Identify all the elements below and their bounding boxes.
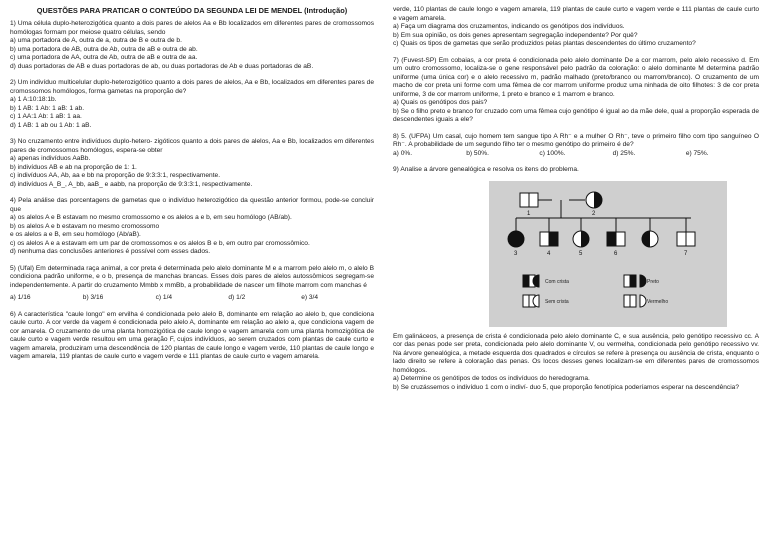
answer-option: a) 1/16	[10, 294, 31, 301]
answer-option: d) nenhuma das conclusões anteriores é possível com esses dados.	[10, 248, 211, 255]
legend-label: Sem crista	[545, 298, 569, 305]
answer-option: c) 1 AA:1 Ab: 1 aB: 1 aa.	[10, 113, 82, 120]
pedigree-individual-4	[540, 232, 558, 246]
pedigree-number: 6	[614, 250, 618, 257]
legend-label: Com crista	[545, 278, 569, 285]
answer-options-row	[393, 150, 759, 159]
pedigree-number: 1	[527, 210, 531, 217]
pedigree-figure	[489, 181, 727, 327]
answer-option: a) 0%.	[393, 149, 413, 157]
answer-option: d) 25%.	[612, 149, 636, 157]
question-text: 8) 5. (UFPA) Um casal, cujo homem tem sangue tipo A Rh⁻ e a mulher O Rh⁻, teve o primeiro filho com tipo sanguíneo O Rh⁻. A probabilidade de um segundo filho ter o mesmo genótipo do primeiro é de?	[393, 132, 759, 148]
question-1	[10, 20, 374, 71]
answer-option: b) 3/16	[82, 294, 104, 301]
question-3	[10, 138, 374, 189]
pedigree-chart	[489, 181, 727, 327]
answer-option: e) 3/4	[301, 294, 319, 301]
question-6-continued	[393, 6, 759, 49]
answer-option: c) indivíduos AA, Ab, aa e bb na proporção de 9:3:3:1, respectivamente.	[10, 172, 221, 179]
question-8	[393, 133, 759, 159]
pedigree-legend	[523, 275, 668, 307]
answer-option: a) os alelos A e B estavam no mesmo cromossomo e os alelos a e b, em seu homólogo (AB/ab).	[10, 214, 292, 221]
pedigree-number: 7	[684, 250, 688, 257]
question-text: 6) A característica "caule longo" em ervilha é condicionada pelo alelo B, dominante em relação ao alelo b, que condiciona caule curto. A cor verde da vagem é condicionada pelo alelo A, dominante em relação ao alelo a, que condiciona vagem de cor amarela. O cruzamento de uma planta homozigótica de caule longo e vagem amarela com uma planta homozigótica de caule curto e vagem verde resultou em uma geração F, cujos indivíduos, ao serem cruzados com plantas de caule curto e vagem amarela, produziram uma descendência de 120 plantas de caule longo e vagem verde, 110 plantas de caule longo e vagem amarela, 119 plantas de caule curto e vagem verde e 111 plantas de caule curto e vagem amarela.	[10, 310, 374, 360]
legend-label: Preto	[647, 278, 659, 285]
question-text: 7) (Fuvest-SP) Em cobaias, a cor preta é condicionada pelo alelo dominante De a cor marrom, pelo alelo recessivo d. Em um outro cromossomo, localiza-se o gene responsável pelo padrão da coloração: o alelo dominante M determina padrão uniforme (uma única cor) e o alelo recessivo m, padrão malhado (preto/branco ou marrom/branco). O cruzamento de um macho de cor preta uni forme com uma fêmea de cor marrom uniforme produz uma ninhada de oito filhotes: 3 de cor preta uniforme, 3 de cor marrom uniforme, 1 preto e branco e 1 marrom e branco.	[393, 56, 759, 98]
answer-option: a) 1 A:10:18:1b.	[10, 96, 57, 103]
pedigree-number: 3	[514, 250, 518, 257]
answer-option: b) Em sua opinião, os dois genes apresentam segregação independente? Por quê?	[393, 31, 638, 39]
pedigree-number: 4	[547, 250, 551, 257]
question-text: Em galináceos, a presença de crista é condicionada pelo alelo dominante C, e sua ausência, pelo genótipo recessivo cc. A cor das penas pode ser preta, condicionada pelo alelo dominante V, ou vermelha, condicionada pelo genótipo recessivo vv. Na árvore genealógica, a metade esquerda dos quadrados e círculos se refere à presença ou ausência de crista, enquanto o lado direito se refere à coloração das penas. Os locos desses genes localizam-se em diferentes pares de cromossomos homólogos.	[393, 332, 759, 374]
pedigree-individual-3	[508, 231, 524, 247]
question-text: 9) Analise a árvore genealógica e resolva os itens do problema.	[393, 166, 579, 173]
answer-option: d) duas portadoras de AB e duas portadoras de ab, ou duas portadoras de Ab e duas portadoras de aB.	[10, 62, 314, 70]
question-text: 2) Um indivíduo multicelular duplo-heterozigótico quanto a dois pares de alelos, Aa e Bb, localizados em diferentes pares de cromossomos homólogos, forma gametas na proporção de?	[10, 79, 374, 95]
answer-option: a) Faça um diagrama dos cruzamentos, indicando os genótipos dos indivíduos.	[393, 23, 625, 30]
answer-option: c) 100%.	[539, 149, 566, 157]
answer-option: b) 1 AB: 1 Ab: 1 aB: 1 ab.	[10, 104, 85, 112]
answer-option: c) os alelos A e a estavam em um par de cromossomos e os alelos B e b, em outro par cromossômico.	[10, 239, 310, 247]
answer-option: e os alelos a e B, em seu homólogo (Ab/aB).	[10, 231, 141, 238]
answer-option: b) Se o filho preto e branco for cruzado com uma fêmea cujo genótipo é igual ao da mãe dele, qual a proporção esperada de descendentes iguais a ele?	[393, 107, 759, 123]
answer-option: c) 1/4	[155, 294, 173, 301]
answer-option: b) indivíduos AB e ab na proporção de 1: 1.	[10, 163, 137, 171]
answer-option: d) 1/2	[228, 294, 246, 301]
answer-option: a) uma portadora de A, outra de a, outra de B e outra de b.	[10, 37, 182, 44]
answer-option: d) 1 AB: 1 ab ou 1 Ab: 1 aB.	[10, 121, 92, 129]
question-text: 4) Pela análise das porcentagens de gametas que o indivíduo heterozigótico da questão anterior formou, pode-se concluir que	[10, 197, 374, 213]
pedigree-individual-unnumbered	[642, 231, 658, 247]
worksheet-title: QUESTÕES PARA PRATICAR O CONTEÚDO DA SEGUNDA LEI DE MENDEL (Introdução)	[36, 6, 348, 15]
question-7	[393, 57, 759, 125]
answer-option: e) 75%.	[685, 149, 709, 157]
question-text: 5) (Ufal) Em determinada raça animal, a cor preta é determinada pelo alelo dominante M e a marrom pelo alelo m, o alelo B condiciona padrão uniforme, e o b, presença de manchas brancas. Esses dois pares de alelos autossômicos segregam-se independentemente. A partir do cruzamento Mmbb x mmBb, a probabilidade de nascer um filhote marrom com manchas é	[10, 264, 374, 289]
answer-option: b) os alelos A e b estavam no mesmo cromossomo	[10, 222, 160, 230]
answer-option: c) uma portadora de AA, outra de Ab, outra de aB e outra de aa.	[10, 54, 198, 61]
right-column	[393, 6, 759, 392]
pedigree-individual-2	[586, 192, 602, 208]
question-2	[10, 79, 374, 130]
answer-option: c) Quais os tipos de gametas que serão produzidos pelas plantas descendentes do último cruzamento?	[393, 40, 696, 47]
answer-option: a) apenas indivíduos AaBb.	[10, 155, 91, 162]
answer-option: d) indivíduos A_B_, A_bb, aaB_ e aabb, na proporção de 9:3:3:1, respectivamente.	[10, 180, 253, 188]
question-text-continued: verde, 110 plantas de caule longo e vagem amarela, 119 plantas de caule curto e vagem verde e 111 plantas de caule curto e vagem amarela.	[393, 6, 759, 22]
question-4	[10, 197, 374, 257]
question-text: 3) No cruzamento entre indivíduos duplo-hetero- zigóticos quanto a dois pares de alelos, Aa e Bb, localizados em diferentes pares de cromossomos homólogos, espera-se obter	[10, 138, 374, 154]
answer-option: b) 50%.	[466, 149, 489, 157]
left-column	[10, 6, 374, 370]
question-9	[393, 166, 759, 392]
answer-option: a) Determine os genótipos de todos os indivíduos do heredograma.	[393, 375, 590, 382]
legend-label: Vermelho	[647, 298, 669, 305]
pedigree-individual-7	[677, 232, 695, 246]
question-6	[10, 311, 374, 370]
pedigree-number: 2	[592, 210, 596, 217]
pedigree-individual-5	[573, 231, 589, 247]
pedigree-number: 5	[579, 250, 583, 257]
answer-options-row	[10, 294, 374, 303]
question-text: 1) Uma célula duplo-heterozigótica quanto a dois pares de alelos Aa e Bb localizados em diferentes pares de cromossomos homólogas formam por meiose quatro células, sendo	[10, 20, 374, 36]
pedigree-individual-1	[520, 193, 538, 207]
answer-option: a) Quais os genótipos dos pais?	[393, 99, 488, 106]
answer-option: b) uma portadora de AB, outra de Ab, outra de aB e outra de ab.	[10, 45, 198, 53]
answer-option: b) Se cruzássemos o indivíduo 1 com o indiví- duo 5, que proporção fenotípica poderíamos esperar na descendência?	[393, 383, 740, 391]
question-5	[10, 265, 374, 303]
pedigree-individual-6	[607, 232, 625, 246]
